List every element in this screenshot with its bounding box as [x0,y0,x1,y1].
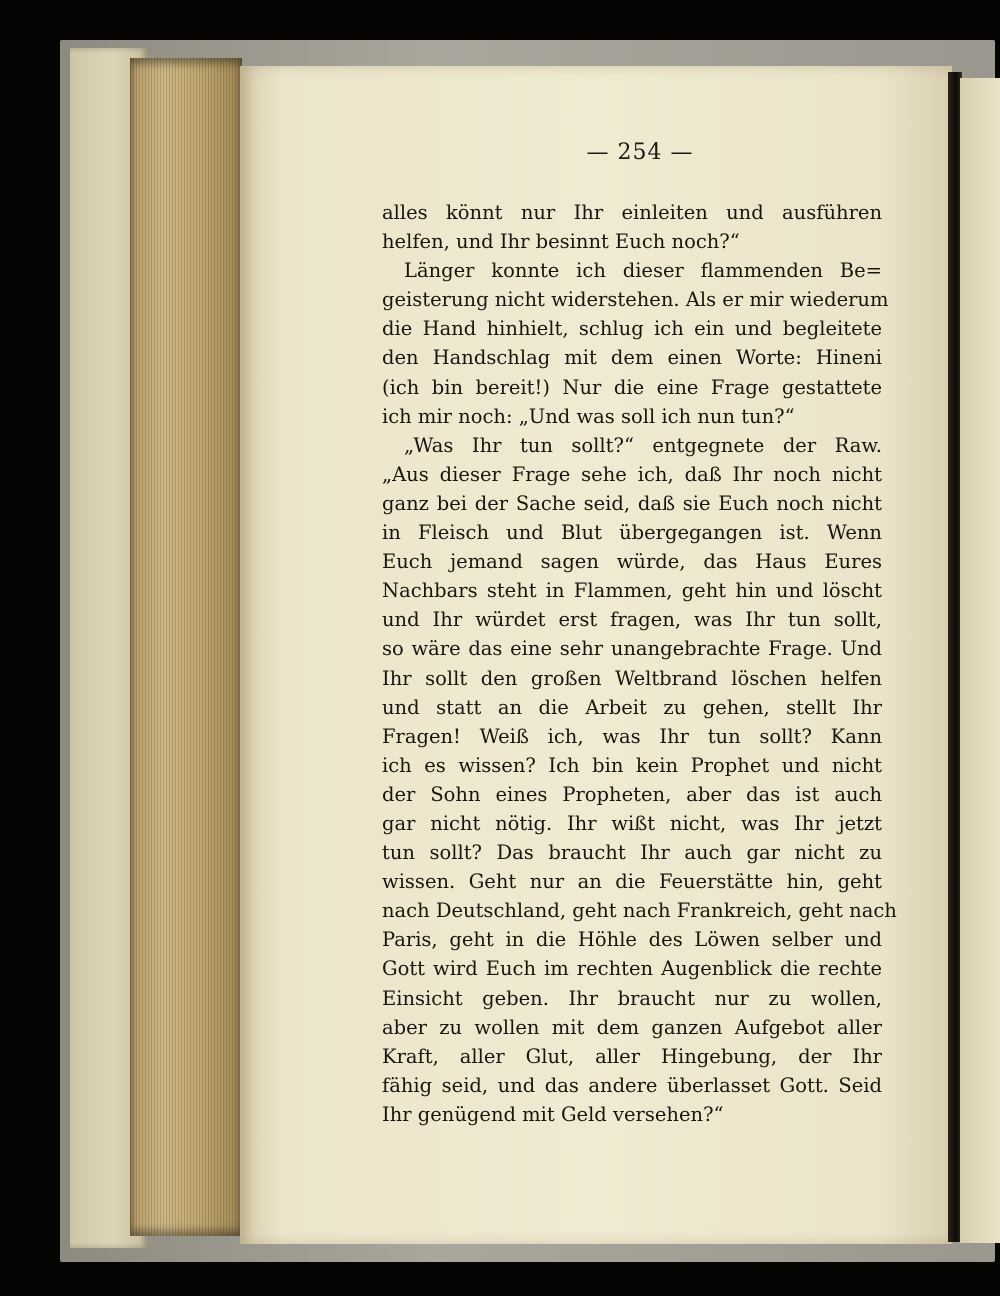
text-line: aber zu wollen mit dem ganzen Aufgebot aller [382,1015,882,1039]
text-line: „Aus dieser Frage sehe ich, daß Ihr noch nicht [382,462,882,486]
text-line: Ihr sollt den großen Weltbrand löschen helfen [382,666,882,690]
text-line: Ihr genügend mit Geld versehen?“ [382,1102,724,1126]
text-line: nach Deutschland, geht nach Frankreich, geht nach [382,899,897,923]
facing-page-edge [960,78,1000,1243]
body-text [382,198,897,1129]
text-line: ich mir noch: „Und was soll ich nun tun?“ [382,404,795,428]
text-line: geisterung nicht widerstehen. Als er mir wiederum [382,288,889,312]
page-number: — 254 — [586,140,694,165]
text-line: so wäre das eine sehr unangebrachte Frage. Und [382,637,882,661]
text-line: Euch jemand sagen würde, das Haus Eures [382,550,882,574]
text-line: ich es wissen? Ich bin kein Prophet und nicht [382,753,882,777]
text-line: den Handschlag mit dem einen Worte: Hineni [382,346,882,370]
text-line: fähig seid, und das andere überlasset Gott. Seid [382,1073,882,1097]
text-line: tun sollt? Das braucht Ihr auch gar nicht zu [382,841,882,865]
text-line: Länger konnte ich dieser flammenden Be= [404,259,882,283]
text-line: Nachbars steht in Flammen, geht hin und löscht [382,579,882,603]
text-line: helfen, und Ihr besinnt Euch noch?“ [382,230,740,254]
text-line: Fragen! Weiß ich, was Ihr tun sollt? Kann [382,724,882,748]
text-line: Kraft, aller Glut, aller Hingebung, der Ihr [382,1044,882,1068]
text-line: Paris, geht in die Höhle des Löwen selber und [382,928,882,952]
text-line: und statt an die Arbeit zu gehen, stellt Ihr [382,695,882,719]
text-line: „Was Ihr tun sollt?“ entgegnete der Raw. [404,433,882,457]
text-line: die Hand hinhielt, schlug ich ein und begleitete [382,317,882,341]
text-line: der Sohn eines Propheten, aber das ist auch [382,782,882,806]
text-line: und Ihr würdet erst fragen, was Ihr tun sollt, [382,608,882,632]
text-line: in Fleisch und Blut übergegangen ist. Wenn [382,521,882,545]
text-line: (ich bin bereit!) Nur die eine Frage gestattete [382,375,882,399]
text-line: ganz bei der Sache seid, daß sie Euch noch nicht [382,491,882,515]
text-line: Einsicht geben. Ihr braucht nur zu wollen, [382,986,882,1010]
page-edges [130,58,242,1236]
text-line: wissen. Geht nur an die Feuerstätte hin, geht [382,870,882,894]
text-line: Gott wird Euch im rechten Augenblick die rechte [382,957,882,981]
text-line: alles könnt nur Ihr einleiten und ausführen [382,201,882,224]
text-line: gar nicht nötig. Ihr wißt nicht, was Ihr jetzt [382,811,882,835]
